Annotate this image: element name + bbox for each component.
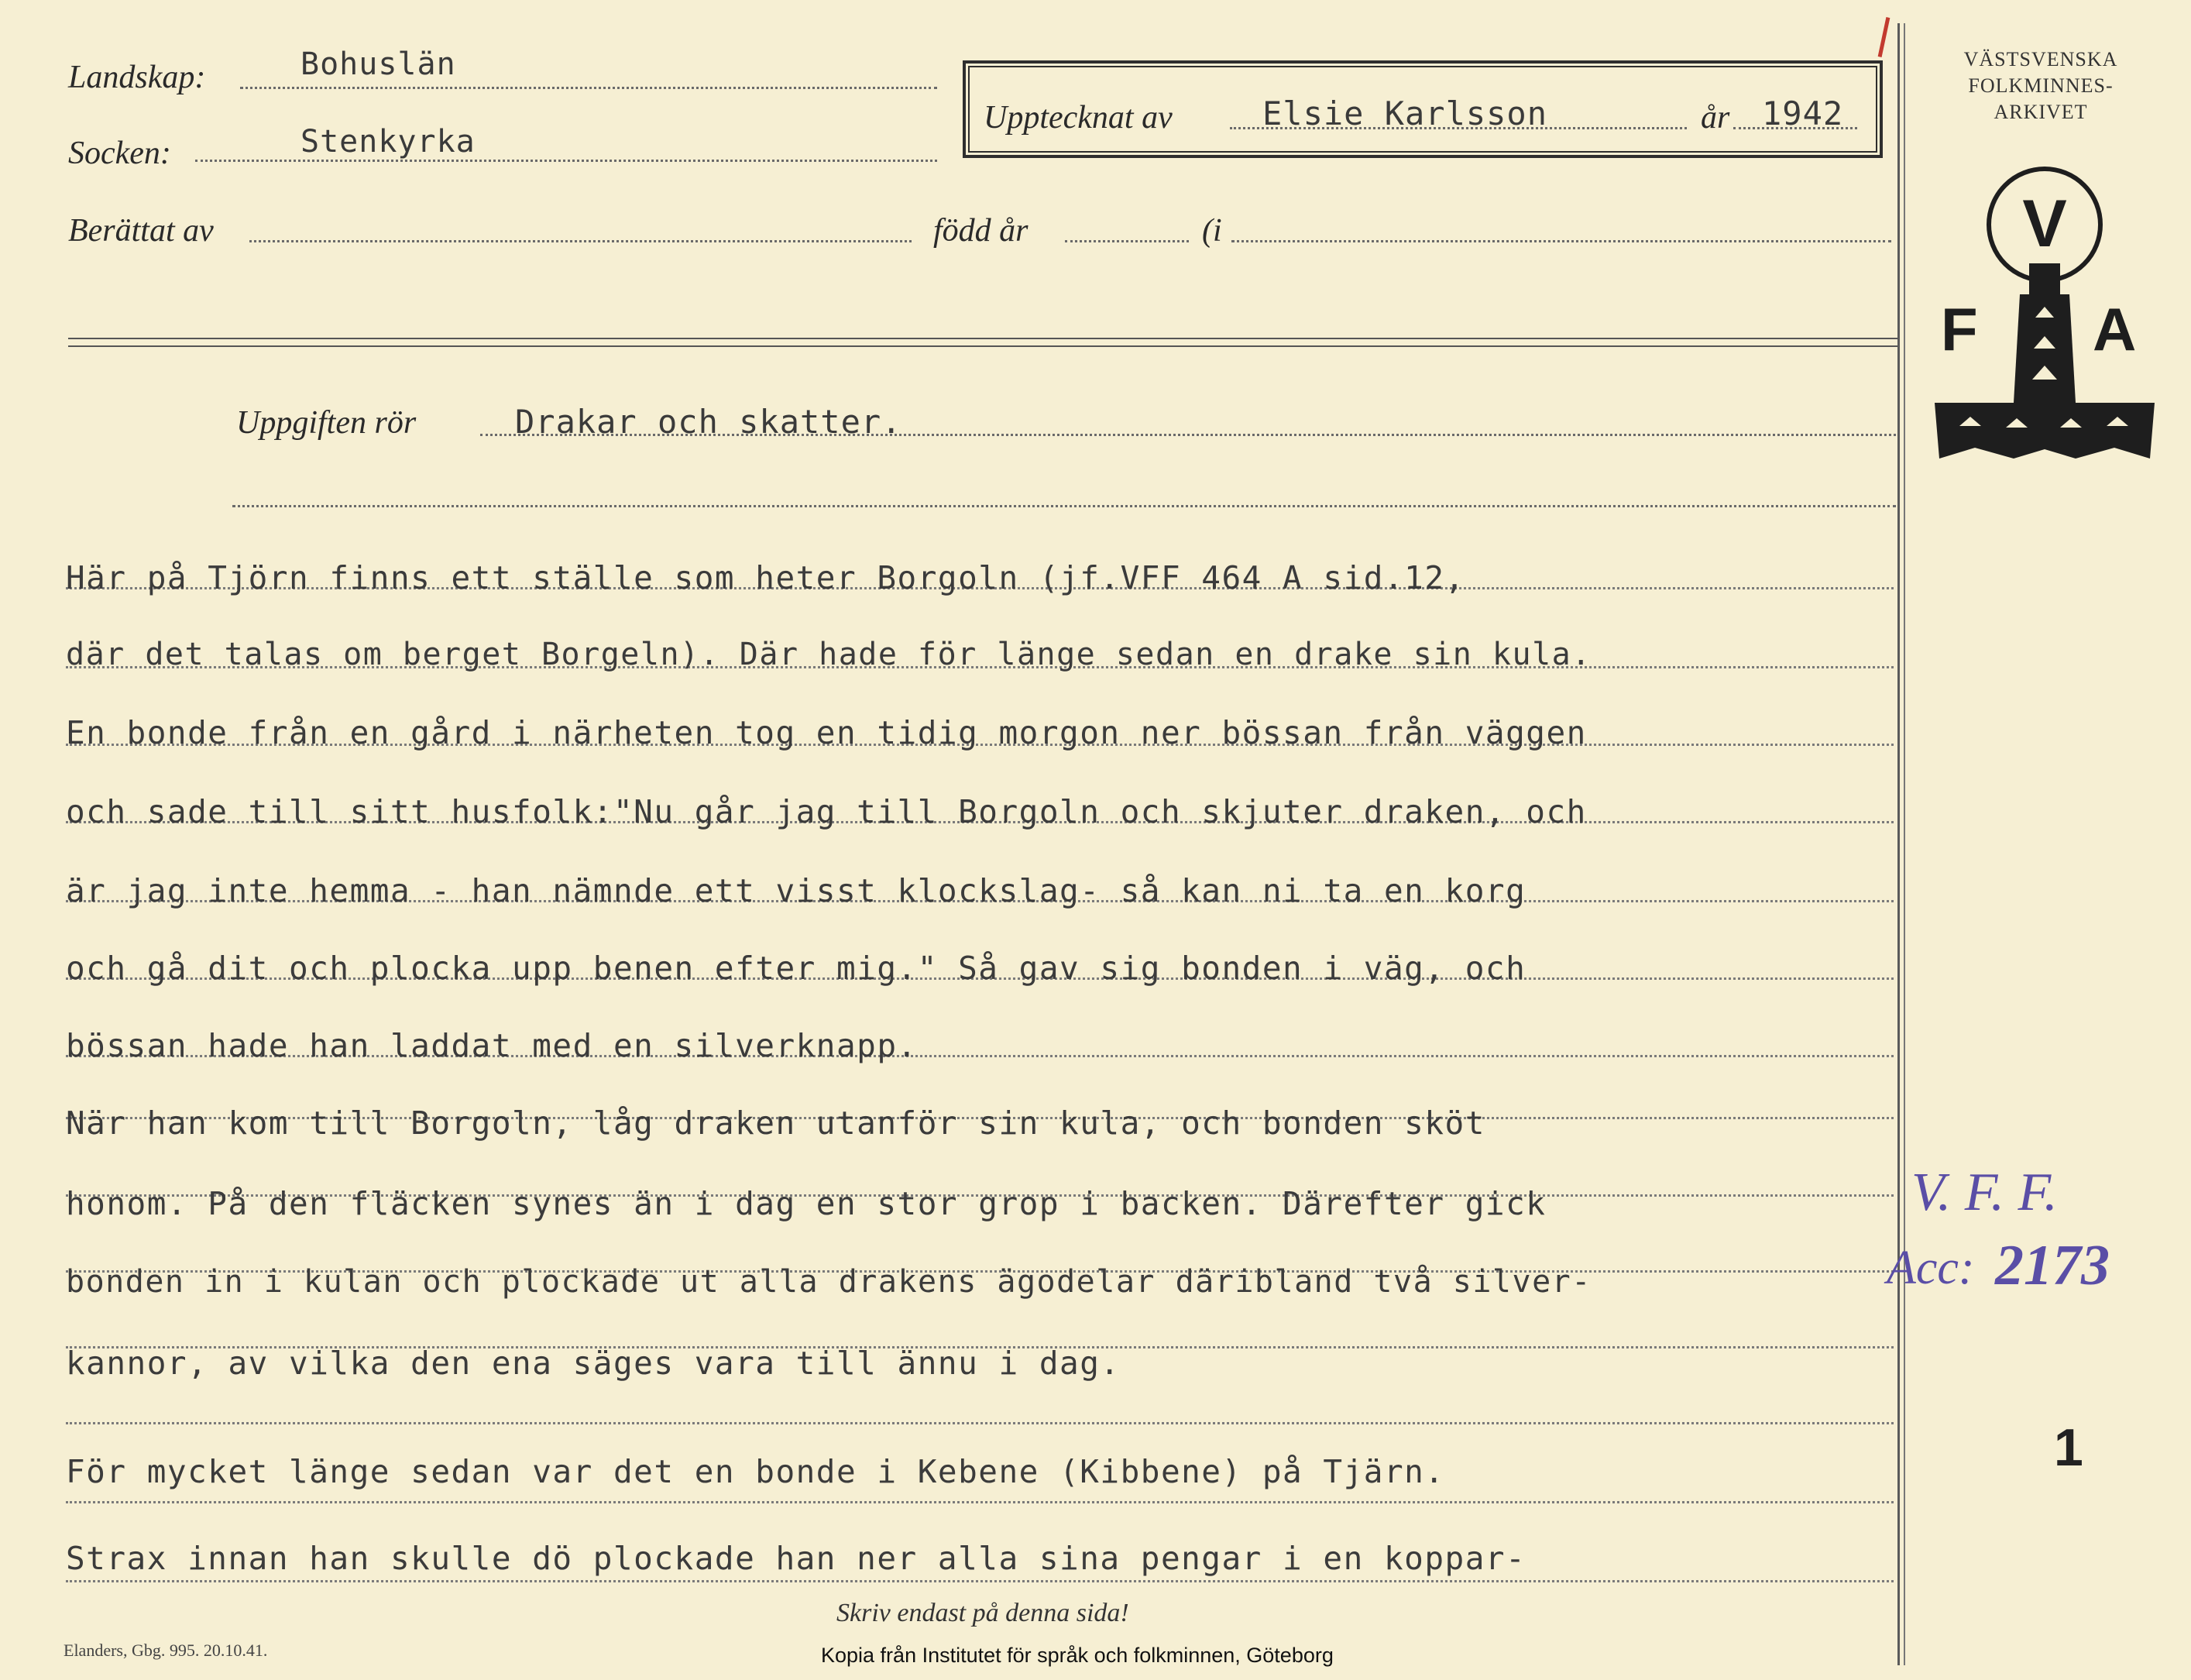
body-line-9: honom. På den fläcken synes än i dag en stor grop i backen. Därefter gick xyxy=(66,1185,1547,1222)
upptecknat-label: Upptecknat av xyxy=(984,100,1173,136)
body-line-4: och sade till sitt husfolk:"Nu går jag till Borgoln och skjuter draken, och xyxy=(66,793,1587,830)
stamp-vff: V. F. F. xyxy=(1911,1163,2058,1222)
logo-hammer-neck xyxy=(2029,263,2060,294)
margin-rule xyxy=(1897,23,1900,1665)
subject-dotted-line-2 xyxy=(232,505,1896,507)
printer-imprint: Elanders, Gbg. 995. 20.10.41. xyxy=(64,1640,268,1660)
body-line-10: bonden in i kulan och plockade ut alla drakens ägodelar däribland två silver- xyxy=(66,1264,1592,1300)
fodd-dotted-line xyxy=(1065,240,1189,242)
body-line-3: En bonde från en gård i närheten tog en tidig morgon ner bössan från väggen xyxy=(66,714,1587,751)
archive-name-line1: VÄSTSVENSKA xyxy=(1963,48,2118,70)
rule-line xyxy=(66,1422,1894,1424)
logo-hammer-head xyxy=(1935,403,2155,459)
body-line-11: kannor, av vilka den ena säges vara till ännu i dag. xyxy=(66,1345,1121,1382)
body-line-7: bössan hade han laddat med en silverknapp. xyxy=(66,1027,918,1064)
header-rule-top xyxy=(68,338,1897,339)
upptecknat-value: Elsie Karlsson xyxy=(1262,94,1548,132)
socken-dotted-line xyxy=(195,160,937,162)
subject-label: Uppgiften rör xyxy=(236,405,417,441)
landskap-value: Bohuslän xyxy=(300,46,456,82)
berattat-label: Berättat av xyxy=(68,213,214,249)
body-line-14: Strax innan han skulle dö plockade han ner alla sina pengar i en koppar- xyxy=(66,1540,1526,1577)
margin-rule-inner xyxy=(1904,23,1905,1665)
i-label: (i xyxy=(1202,213,1222,249)
socken-label: Socken: xyxy=(68,136,171,171)
header-rule-bottom xyxy=(68,345,1897,347)
body-line-1: Här på Tjörn finns ett ställe som heter Borgoln (jf.VFF 464 A sid.12, xyxy=(66,559,1465,596)
body-line-5: är jag inte hemma - han nämnde ett visst klockslag- så kan ni ta en korg xyxy=(66,872,1526,909)
vfa-logo xyxy=(1921,155,2169,480)
archive-name-line3: ARKIVET xyxy=(1994,101,2088,123)
logo-a-letter: A xyxy=(2093,295,2137,363)
berattat-dotted-line xyxy=(249,240,912,242)
body-line-6: och gå dit och plocka upp benen efter mig." Så gav sig bonden i väg, och xyxy=(66,950,1526,987)
landskap-dotted-line xyxy=(240,87,937,89)
red-pencil-mark xyxy=(1878,17,1891,57)
body-line-13: För mycket länge sedan var det en bonde i Kebene (Kibbene) på Tjärn. xyxy=(66,1453,1445,1490)
page-number: 1 xyxy=(2054,1418,2083,1477)
subject-value: Drakar och skatter. xyxy=(515,403,902,441)
logo-f-letter: F xyxy=(1941,295,1978,363)
archive-name-line2: FOLKMINNES- xyxy=(1968,74,2114,97)
body-line-2: där det talas om berget Borgeln). Där hade för länge sedan en drake sin kula. xyxy=(66,637,1592,672)
rule-line xyxy=(66,1501,1894,1503)
copy-notice: Kopia från Institutet för språk och folkminnen, Göteborg xyxy=(821,1644,1334,1667)
rule-line xyxy=(66,1580,1894,1582)
socken-value: Stenkyrka xyxy=(300,124,476,160)
ar-value: 1942 xyxy=(1762,94,1844,132)
logo-v-letter: V xyxy=(2022,187,2067,261)
landskap-label: Landskap: xyxy=(68,60,206,95)
fodd-label: född år xyxy=(933,213,1029,249)
footer-instruction: Skriv endast på denna sida! xyxy=(836,1599,1129,1627)
ar-label: år xyxy=(1701,100,1730,136)
stamp-acc-number: 2173 xyxy=(1995,1234,2110,1297)
body-line-8: När han kom till Borgoln, låg draken utanför sin kula, och bonden sköt xyxy=(66,1105,1485,1142)
i-dotted-line xyxy=(1231,240,1891,242)
stamp-acc-prefix: Acc: xyxy=(1887,1242,1975,1294)
